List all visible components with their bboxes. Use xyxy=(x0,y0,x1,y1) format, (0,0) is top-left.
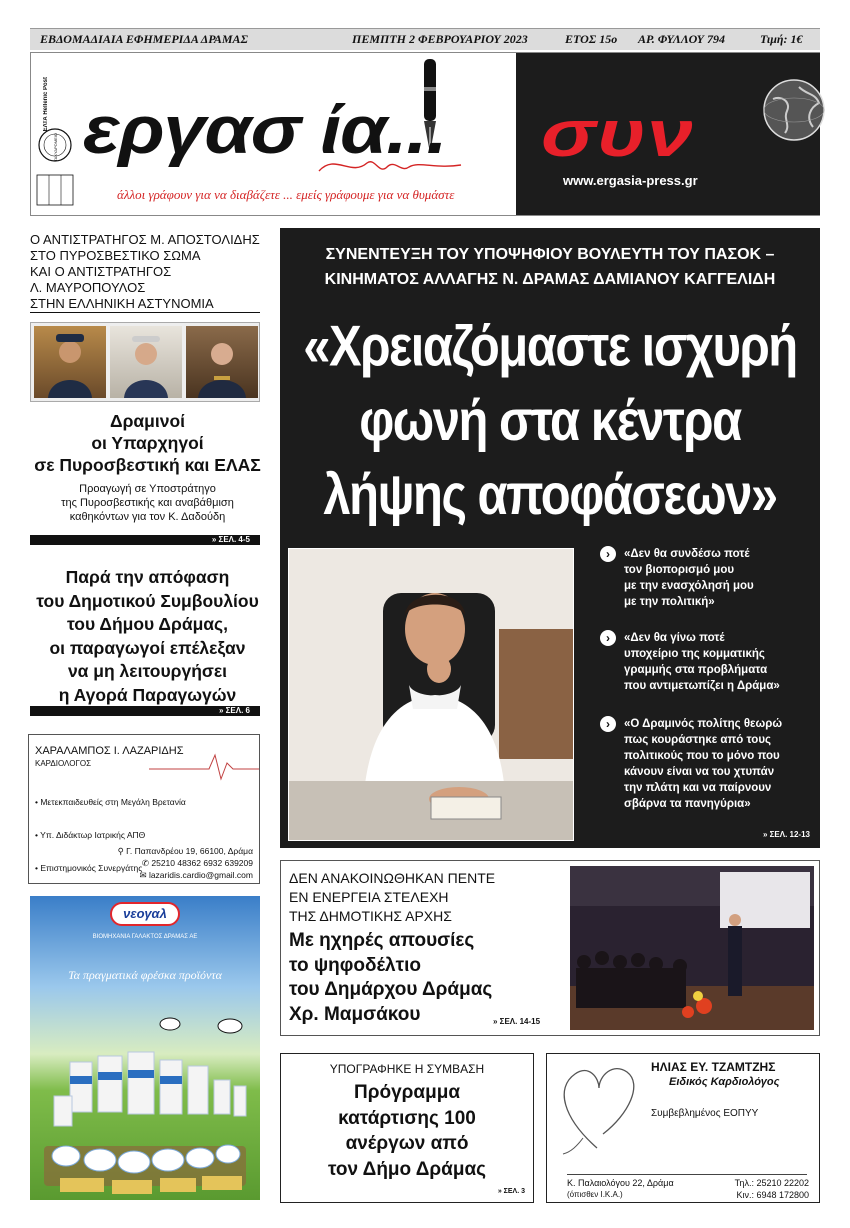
training-headline-line: τον Δήμο Δράμας xyxy=(327,1158,487,1180)
kicker-line: ΚΙΝΗΜΑΤΟΣ ΑΛΛΑΓΗΣ Ν. ΔΡΑΜΑΣ ΔΑΜΙΑΝΟΥ ΚΑΓΓΕΛΙΔΗ xyxy=(324,271,776,288)
issue-year: ΕΤΟΣ 15ο xyxy=(565,32,618,46)
ad2-address-note: (όπισθεν Ι.Κ.Α.) xyxy=(567,1190,623,1199)
cardiologist-ad xyxy=(28,734,260,884)
ad2-address: Κ. Παλαιολόγου 22, Δράμα xyxy=(567,1178,674,1188)
story2-ref-bar xyxy=(30,706,260,716)
ad-credential-line: • Υπ. Διδάκτωρ Ιατρικής ΑΠΘ xyxy=(35,830,146,840)
ad2-doctor-name: ΗΛΙΑΣ ΕΥ. ΤΖΑΜΤΖΗΣ xyxy=(651,1060,776,1074)
issue-price: Τιμή: 1€ xyxy=(760,32,803,46)
training-headline-line: ανέργων από xyxy=(345,1133,469,1154)
dairy-products-image xyxy=(30,996,260,1200)
quote-line: με την πολιτική» xyxy=(624,596,715,608)
quote-line: που αντιμετωπίζει η Δράμα» xyxy=(624,680,780,692)
headline-line: λήψης αποφάσεων» xyxy=(323,463,777,528)
ballot-headline-line: Χρ. Μαμσάκου xyxy=(289,1003,421,1025)
email-icon: ✉ xyxy=(139,870,149,880)
story1-headline-line: Δραμινοί xyxy=(109,411,186,431)
training-story xyxy=(280,1053,534,1203)
stamp-sublabel: ΤΑΧΥΔΡΟΜΕΙΟ xyxy=(53,133,58,162)
dairy-logo: νεογαλ xyxy=(110,902,180,926)
story1-sub-line: Προαγωγή σε Υποστράτηγο xyxy=(79,483,216,495)
ad-address xyxy=(118,845,253,857)
story2-page-ref[interactable]: » ΣΕΛ. 6 xyxy=(218,706,250,715)
ballot-kicker-line: ΤΗΣ ΔΗΜΟΤΙΚΗΣ ΑΡΧΗΣ xyxy=(289,908,452,924)
main-story-kicker xyxy=(280,242,820,292)
story1-title xyxy=(30,232,265,312)
ad2-mobile: Κιν.: 6948 172800 xyxy=(736,1190,809,1200)
story1-title-line: ΣΤΟ ΠΥΡΟΣΒΕΣΤΙΚΟ ΣΩΜΑ xyxy=(30,248,201,263)
ad-phones xyxy=(118,857,253,869)
chevron-right-icon: › xyxy=(600,630,616,646)
training-page-ref[interactable]: » ΣΕΛ. 3 xyxy=(497,1188,525,1195)
ad2-divider xyxy=(567,1174,807,1175)
quote-3 xyxy=(606,716,814,812)
story1-headline-line: σε Πυροσβεστική και ΕΛΑΣ xyxy=(34,455,261,475)
main-story xyxy=(280,228,820,848)
ad2-doctor-title: Ειδικός Καρδιολόγος xyxy=(669,1076,780,1088)
ballot-headline[interactable] xyxy=(289,929,492,1027)
story2-headline[interactable] xyxy=(30,566,265,707)
quote-line: «Ο Δραμινός πολίτης θεωρώ xyxy=(624,718,783,730)
ad-credential-line: • Επιστημονικός Συνεργάτης xyxy=(35,863,143,873)
logo-wordmark: εργασ ία... xyxy=(83,92,447,168)
quote-line: υποχείριο της κομματικής xyxy=(624,648,765,660)
ad-doctor-name: ΧΑΡΑΛΑΜΠΟΣ Ι. ΛΑΖΑΡΙΔΗΣ xyxy=(35,745,184,757)
story2-headline-line: του Δήμου Δράμας, xyxy=(66,614,229,634)
training-headline-line: κατάρτισης 100 xyxy=(338,1107,476,1129)
officer-photo xyxy=(34,326,106,398)
candidate-photo xyxy=(288,548,574,841)
heart-outline-icon xyxy=(553,1058,643,1158)
masthead xyxy=(30,52,820,216)
story1-title-line: ΚΑΙ Ο ΑΝΤΙΣΤΡΑΤΗΓΟΣ xyxy=(30,264,172,279)
ad-email[interactable] xyxy=(118,869,253,881)
issue-number: ΑΡ. ΦΥΛΛΟΥ 794 xyxy=(638,32,725,46)
officer-photo xyxy=(110,326,182,398)
ballot-kicker xyxy=(289,869,495,926)
story1-ref-bar xyxy=(30,535,260,545)
logo-red-wordmark: συν xyxy=(541,96,695,170)
ballot-headline-line: Με ηχηρές απουσίες xyxy=(289,930,475,951)
ballot-page-ref[interactable]: » ΣΕΛ. 14-15 xyxy=(493,1017,541,1026)
ballot-headline-line: του Δημάρχου Δράμας xyxy=(289,979,493,1000)
chevron-right-icon: › xyxy=(600,716,616,732)
ad-email-text: lazaridis.cardio@gmail.com xyxy=(148,870,253,880)
ad-phones-text: 25210 48362 6932 639209 xyxy=(151,858,253,868)
website-link[interactable]: www.ergasia-press.gr xyxy=(563,173,698,188)
quote-line: τον βιοπορισμό μου xyxy=(624,564,735,576)
postage-stamp xyxy=(35,75,75,207)
issue-date: ΠΕΜΠΤΗ 2 ΦΕΒΡΟΥΑΡΙΟΥ 2023 xyxy=(352,32,528,46)
stamp-label: ΕΛΤΑ Hellenic Post xyxy=(43,77,49,132)
story1-title-line: Ο ΑΝΤΙΣΤΡΑΤΗΓΟΣ Μ. ΑΠΟΣΤΟΛΙΔΗΣ xyxy=(30,232,260,247)
story1-headline-line: οι Υπαρχηγοί xyxy=(91,433,204,453)
kicker-line: ΣΥΝΕΝΤΕΥΞΗ ΤΟΥ ΥΠΟΨΗΦΙΟΥ ΒΟΥΛΕΥΤΗ ΤΟΥ ΠΑΣΟΚ – xyxy=(325,246,775,263)
officer-photo xyxy=(186,326,258,398)
story2-headline-line: η Αγορά Παραγωγών xyxy=(58,684,237,705)
story1-sub-line: της Πυροσβεστικής και αναβάθμιση xyxy=(61,497,234,509)
training-headline-line: Πρόγραμμα xyxy=(353,1082,460,1103)
story1-title-line: Λ. ΜΑΥΡΟΠΟΥΛΟΣ xyxy=(30,280,146,295)
story2-headline-line: Παρά την απόφαση xyxy=(65,567,230,587)
chevron-right-icon: › xyxy=(600,546,616,562)
quote-line: γραμμής στα προβλήματα xyxy=(624,664,768,676)
story2-headline-line: οι παραγωγοί επέλεξαν xyxy=(49,637,246,658)
phone-icon: ✆ xyxy=(141,858,152,868)
ad-credential-line: • Μετεκπαιδευθείς στη Μεγάλη Βρετανία xyxy=(35,797,186,807)
ad2-note: Συμβεβλημένος ΕΟΠΥΥ xyxy=(651,1108,759,1119)
headline-line: «Χρειαζόμαστε ισχυρή xyxy=(303,314,797,379)
ballot-story xyxy=(280,860,820,1036)
quote-line: κάνουν είναι να του χτυπάν xyxy=(624,766,775,778)
event-photo xyxy=(570,866,814,1030)
ballot-headline-line: το ψηφοδέλτιο xyxy=(289,954,421,976)
quote-line: σβάρνα τα πανηγύρια» xyxy=(624,798,751,810)
quote-2 xyxy=(606,630,814,694)
paper-name: ΕΒΔΟΜΑΔΙΑΙΑ ΕΦΗΜΕΡΙΔΑ ΔΡΑΜΑΣ xyxy=(40,32,248,46)
main-story-page-ref[interactable]: » ΣΕΛ. 12-13 xyxy=(762,830,810,839)
story1-sub-line: καθηκόντων για τον Κ. Δαδούδη xyxy=(69,511,226,523)
story1-title-line: ΣΤΗΝ ΕΛΛΗΝΙΚΗ ΑΣΤΥΝΟΜΙΑ xyxy=(30,296,214,311)
story2-headline-line: να μη λειτουργήσει xyxy=(67,661,228,681)
training-headline[interactable] xyxy=(281,1080,533,1182)
ad-address-text: Γ. Παπανδρέου 19, 66100, Δράμα xyxy=(126,846,253,856)
map-pin-icon: ⚲ xyxy=(117,846,127,856)
story1-headline[interactable] xyxy=(30,410,265,476)
story2-headline-line: του Δημοτικού Συμβουλίου xyxy=(36,590,259,611)
cardiologist-ad-2 xyxy=(546,1053,820,1203)
dairy-ad xyxy=(30,896,260,1200)
ad-doctor-title: ΚΑΡΔΙΟΛΟΓΟΣ xyxy=(35,759,92,768)
dairy-slogan: Τα πραγματικά φρέσκα προϊόντα xyxy=(68,968,222,982)
main-story-headline[interactable] xyxy=(280,310,820,533)
quote-line: «Δεν θα γίνω ποτέ xyxy=(624,632,725,644)
ballot-kicker-line: ΕΝ ΕΝΕΡΓΕΙΑ ΣΤΕΛΕΧΗ xyxy=(289,889,449,905)
quote-line: πολιτικούς που το μόνο που xyxy=(624,750,780,762)
training-kicker: ΥΠΟΓΡΑΦΗΚΕ Η ΣΥΜΒΑΣΗ xyxy=(329,1062,485,1076)
quote-line: πως κουράστηκε από τους xyxy=(624,734,772,746)
headline-line: φωνή στα κέντρα xyxy=(359,389,741,453)
globe-icon xyxy=(761,77,827,143)
story1-subheadline xyxy=(30,482,265,524)
quote-line: την πλάτη και να παίρνουν xyxy=(624,782,772,794)
tagline: άλλοι γράφουν για να διαβάζετε ... εμείς γράφουμε για να θυμάστε xyxy=(117,187,455,202)
ad2-tel: Τηλ.: 25210 22202 xyxy=(734,1178,809,1188)
quote-1 xyxy=(606,546,814,610)
ad-address-row xyxy=(118,845,253,881)
quote-line: «Δεν θα συνδέσω ποτέ xyxy=(624,548,750,560)
dairy-company: ΒΙΟΜΗΧΑΝΙΑ ΓΑΛΑΚΤΟΣ ΔΡΑΜΑΣ ΑΕ xyxy=(92,934,198,940)
quote-line: με την ενασχόλησή μου xyxy=(624,580,754,592)
ballot-kicker-line: ΔΕΝ ΑΝΑΚΟΙΝΩΘΗΚΑΝ ΠΕΝΤΕ xyxy=(289,870,496,886)
story1-page-ref[interactable]: » ΣΕΛ. 4-5 xyxy=(211,535,250,544)
officers-photo-strip xyxy=(30,322,260,402)
top-info-bar xyxy=(30,28,820,50)
divider xyxy=(30,312,260,313)
